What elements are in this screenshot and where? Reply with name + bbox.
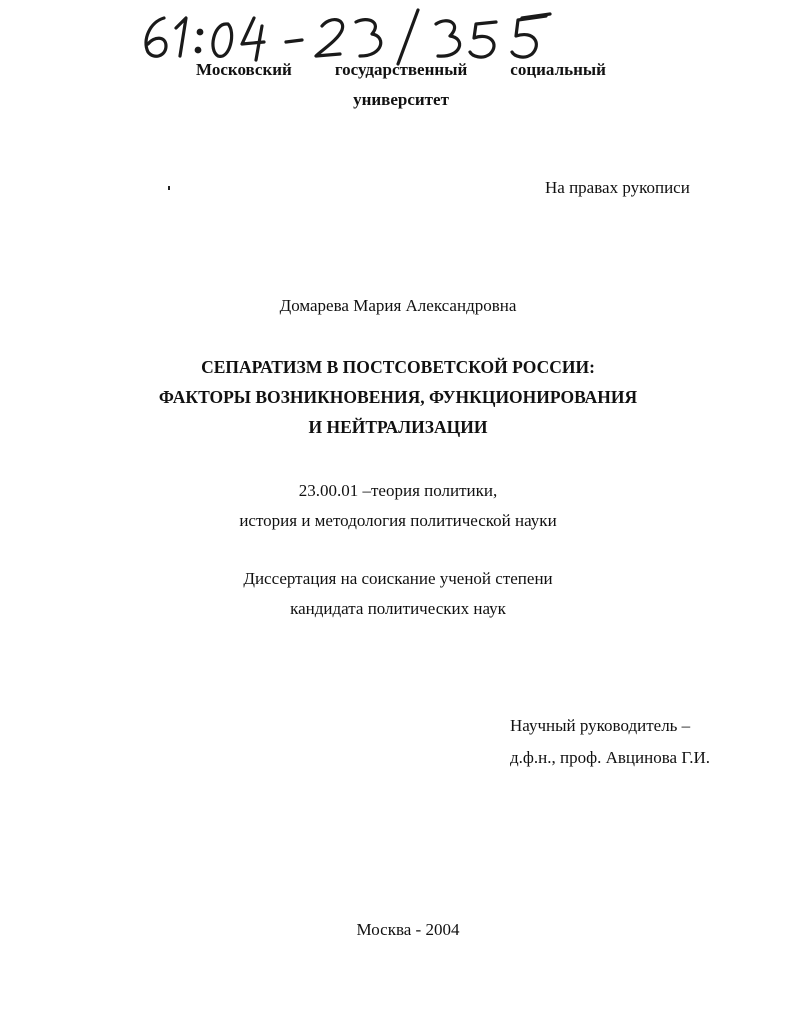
institution-name-line2: университет [353, 90, 449, 109]
institution-word-3: социальный [510, 60, 606, 79]
specialty-line-1: 23.00.01 –теория политики, [298, 481, 498, 500]
scientific-supervisor [510, 710, 710, 774]
supervisor-line-1: Научный руководитель – [510, 716, 691, 735]
title-line-2: ФАКТОРЫ ВОЗНИКНОВЕНИЯ, ФУНКЦИОНИРОВАНИЯ [158, 387, 638, 407]
institution-name-line1 [196, 60, 606, 80]
supervisor-line-2: д.ф.н., проф. Авцинова Г.И. [510, 748, 711, 767]
manuscript-rights-note: На правах рукописи [545, 178, 690, 197]
author-name: Домарева Мария Александровна [279, 296, 517, 315]
dissertation-title [0, 352, 796, 442]
handwritten-number-drawing [136, 6, 556, 66]
institution-word-1: Московский [196, 60, 292, 79]
title-line-3: И НЕЙТРАЛИЗАЦИИ [308, 417, 488, 437]
degree-line-1: Диссертация на соискание ученой степени [243, 569, 553, 588]
city-and-year: Москва - 2004 [356, 920, 460, 939]
handwritten-catalog-number [136, 6, 556, 66]
scan-speck [168, 186, 170, 190]
degree-statement [0, 564, 796, 624]
specialty-code [0, 476, 796, 536]
specialty-line-2: история и методология политической науки [239, 511, 557, 530]
degree-line-2: кандидата политических наук [290, 599, 506, 618]
institution-word-2: государственный [334, 60, 468, 79]
title-line-1: СЕПАРАТИЗМ В ПОСТСОВЕТСКОЙ РОССИИ: [201, 357, 595, 377]
